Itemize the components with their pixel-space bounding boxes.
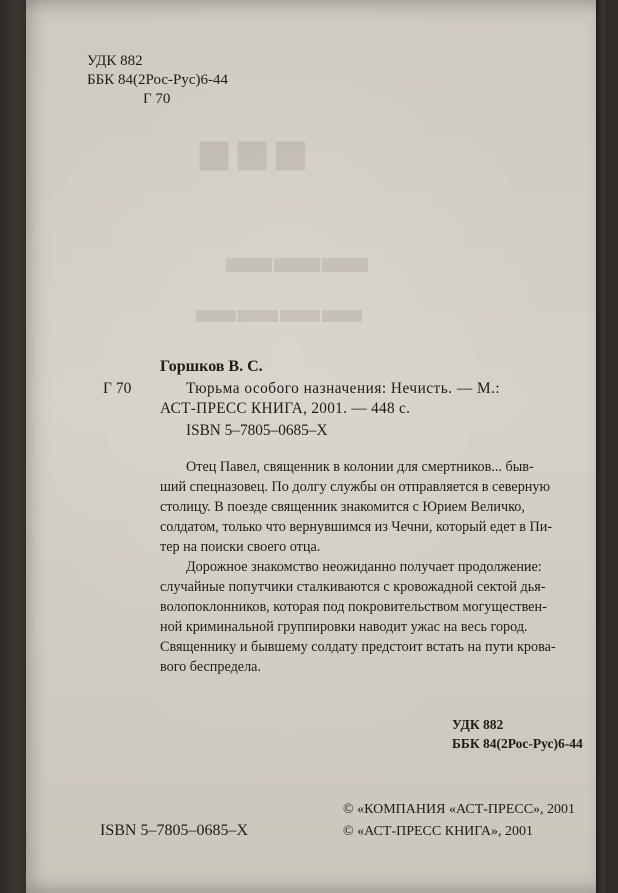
catalog-mark: Г 70	[103, 380, 132, 397]
catalog-isbn: ISBN 5–7805–0685–X	[186, 422, 328, 439]
author-mark: Г 70	[143, 91, 171, 107]
annotation-line: волопоклонников, которая под покровительством могуществен-	[160, 599, 547, 615]
author-name: Горшков В. С.	[160, 358, 263, 375]
annotation-line: Отец Павел, священник в колонии для смертников... быв-	[186, 459, 534, 475]
imprint-page	[26, 0, 608, 893]
udk-code: УДК 882	[87, 53, 143, 69]
annotation-line: солдатом, только что вернувшимся из Чечни, который едет в Пи-	[160, 519, 553, 535]
footer-isbn: ISBN 5–7805–0685–X	[100, 822, 249, 839]
annotation-line: тер на поиски своего отца.	[160, 539, 321, 555]
annotation-line: ший спецназовец. По долгу службы он отправляется в северную	[160, 479, 551, 495]
bbk-code-bottom: ББК 84(2Рос-Рус)6-44	[452, 736, 583, 751]
show-through-ghost: ▬▬▬	[226, 231, 370, 282]
copyright-line2: © «АСТ-ПРЕСС КНИГА», 2001	[343, 824, 533, 839]
annotation-line: столицу. В поезде священник знакомится с Юрием Величко,	[160, 499, 525, 515]
show-through-ghost: ■■■	[196, 121, 311, 187]
annotation-line: ной криминальной группировки наводит ужас на весь город.	[160, 619, 528, 635]
annotation-line: вого беспредела.	[160, 659, 262, 675]
copyright-line1: © «КОМПАНИЯ «АСТ-ПРЕСС», 2001	[343, 802, 576, 817]
annotation-line: Дорожное знакомство неожиданно получает продолжение:	[186, 559, 542, 575]
annotation-line: Священнику и бывшему солдату предстоит встать на пути крова-	[160, 639, 556, 655]
book-edge	[596, 0, 608, 893]
book-title-line2: АСТ-ПРЕСС КНИГА, 2001. — 448 с.	[160, 400, 411, 417]
annotation-line: случайные попутчики сталкиваются с кровожадной сектой дья-	[160, 579, 546, 595]
bbk-code: ББК 84(2Рос-Рус)6-44	[87, 72, 228, 88]
book-title-line1: Тюрьма особого назначения: Нечисть. — М.:	[186, 380, 501, 397]
udk-code-bottom: УДК 882	[452, 717, 504, 732]
show-through-ghost: ▬▬▬▬	[196, 286, 364, 331]
